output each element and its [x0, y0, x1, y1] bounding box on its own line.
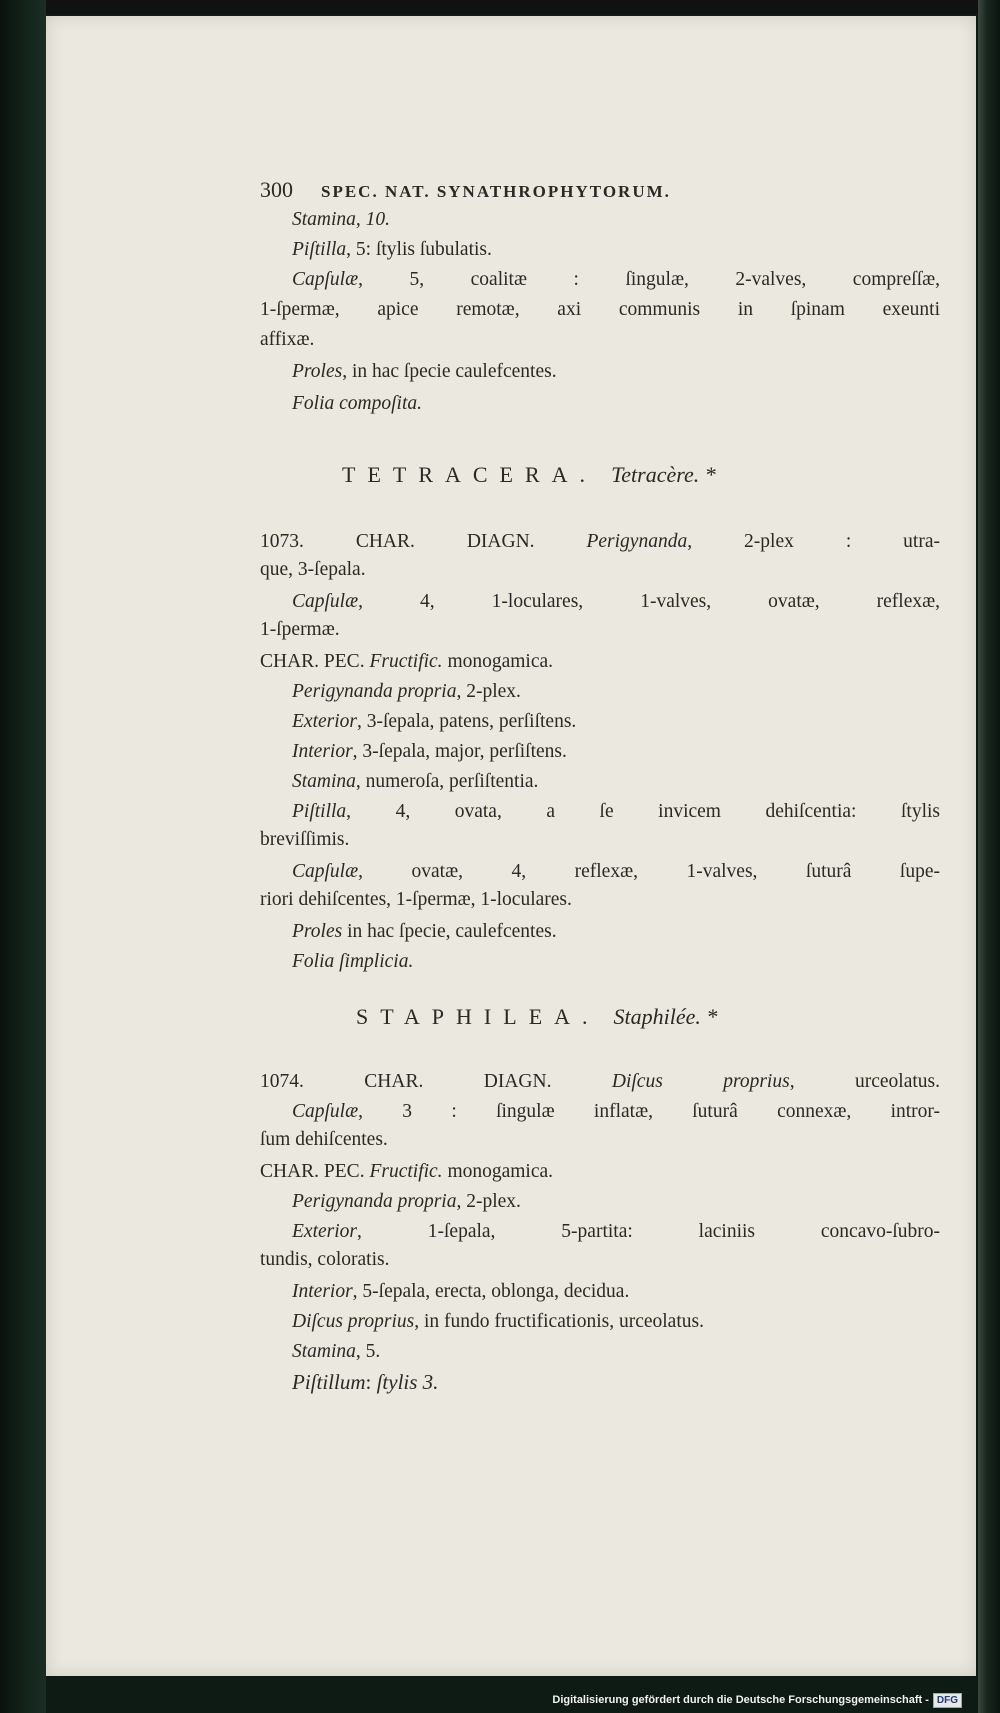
- text-line: Folia compoſita.: [292, 393, 422, 414]
- running-title: SPEC. NAT. SYNATHROPHYTORUM.: [321, 182, 671, 201]
- text-line: Capſulæ, 3 : ſingulæ inflatæ, ſuturâ connexæ, intror-: [292, 1101, 940, 1122]
- scan-right-edge: [978, 0, 1000, 1713]
- text-line: 1-ſpermæ.: [260, 619, 340, 640]
- text-line: Piſtillum: ſtylis 3.: [292, 1370, 439, 1394]
- text-line: CHAR. PEC. Fructific. monogamica.: [260, 651, 554, 672]
- text-line: Stamina, 10.: [292, 209, 391, 230]
- text-line: Proles, in hac ſpecie caulefcentes.: [292, 361, 557, 382]
- text-line: Perigynanda propria, 2-plex.: [292, 681, 521, 702]
- text-line: Piſtilla, 4, ovata, a ſe invicem dehiſcentia: ſtylis: [292, 801, 940, 822]
- scan-top-strip: [0, 0, 1000, 14]
- text-line: Capſulæ, 4, 1-loculares, 1-valves, ovatæ, reflexæ,: [292, 591, 940, 612]
- text-line: que, 3-ſepala.: [260, 559, 366, 580]
- text-line: Stamina, 5.: [292, 1341, 381, 1362]
- page-number: 300: [260, 177, 293, 202]
- text-line: Exterior, 3-ſepala, patens, perſiſtens.: [292, 711, 577, 732]
- text-line: Diſcus proprius, in fundo fructificationis, urceolatus.: [292, 1311, 704, 1332]
- text-line: breviſſimis.: [260, 829, 350, 850]
- text-line: Interior, 5-ſepala, erecta, oblonga, decidua.: [292, 1281, 630, 1302]
- text-line: Piſtilla, 5: ſtylis ſubulatis.: [292, 239, 492, 260]
- digitization-credit: [0, 1690, 962, 1710]
- text-line: Proles in hac ſpecie, caulefcentes.: [292, 921, 557, 942]
- book-page: [46, 16, 976, 1676]
- text-line: CHAR. PEC. Fructific. monogamica.: [260, 1161, 554, 1182]
- text-line: Folia ſimplicia.: [292, 951, 414, 972]
- text-line: 1073. CHAR. DIAGN. Perigynanda, 2-plex : utra-: [260, 531, 940, 552]
- text-line: 1074. CHAR. DIAGN. Diſcus proprius, urceolatus.: [260, 1071, 940, 1092]
- text-line: Interior, 3-ſepala, major, perſiſtens.: [292, 741, 567, 762]
- text-line: Capſulæ, 5, coalitæ : ſingulæ, 2-valves, compreſſæ,: [292, 269, 940, 290]
- text-line: Capſulæ, ovatæ, 4, reflexæ, 1-valves, ſuturâ ſupe-: [292, 861, 940, 882]
- text-line: Stamina, numeroſa, perſiſtentia.: [292, 771, 539, 792]
- scan-left-edge: [0, 0, 46, 1713]
- text-line: riori dehiſcentes, 1-ſpermæ, 1-loculares.: [260, 889, 572, 910]
- genus-heading-tetracera: TETRACERA. Tetracère. *: [342, 462, 716, 487]
- credit-text: Digitalisierung gefördert durch die Deutsche Forschungsgemeinschaft -: [552, 1694, 929, 1706]
- text-line: Exterior, 1-ſepala, 5-partita: laciniis concavo-ſubro-: [292, 1221, 940, 1242]
- text-line: 1-ſpermæ, apice remotæ, axi communis in ſpinam exeunti: [260, 299, 940, 320]
- text-line: Perigynanda propria, 2-plex.: [292, 1191, 521, 1212]
- genus-heading-staphilea: STAPHILEA. Staphilée. *: [356, 1004, 718, 1029]
- text-line: ſum dehiſcentes.: [260, 1129, 388, 1150]
- dfg-logo: DFG: [933, 1693, 962, 1708]
- running-header: [260, 176, 671, 206]
- text-line: tundis, coloratis.: [260, 1249, 390, 1270]
- text-line: affixæ.: [260, 329, 315, 350]
